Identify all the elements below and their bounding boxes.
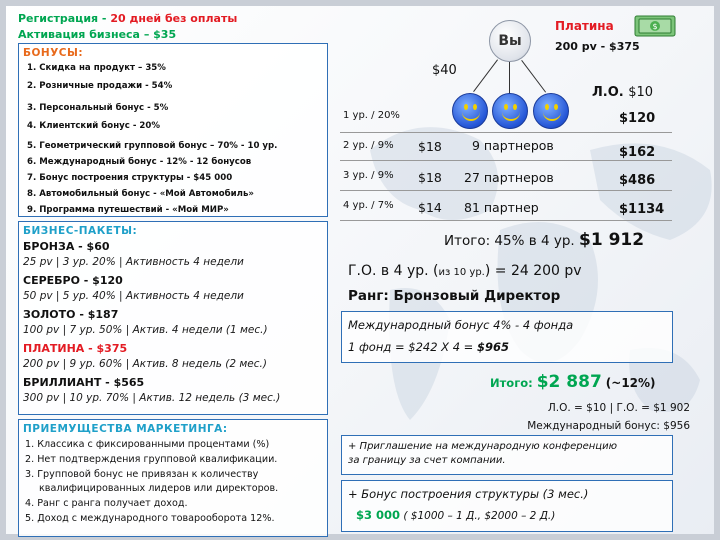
connector-line (509, 62, 510, 94)
summary-line1: Л.О. = $10 | Г.О. = $1 902 (547, 402, 690, 414)
bonus-item: 3. Персональный бонус - 5% (27, 103, 169, 113)
level-label: 4 ур. / 7% (343, 200, 394, 211)
bonuses-box (18, 43, 328, 217)
advantage-item: квалифицированных лидеров или директоров. (39, 483, 279, 494)
you-node: Вы (489, 20, 531, 62)
package-desc: 200 pv | 9 ур. 60% | Актив. 8 недель (2 мес.) (23, 358, 267, 370)
international-line2-value: $965 (476, 340, 509, 354)
rank: Ранг: Бронзовый Директор (348, 288, 561, 304)
package-name: БРОНЗА - $60 (23, 240, 110, 253)
structure-bonus-line2 (356, 508, 555, 522)
level-total: $120 (619, 111, 656, 126)
summary-label: Итого: (490, 376, 533, 390)
level-partners: 81 партнер (464, 200, 539, 215)
bonus-item: 9. Программа путешествий - «Мой МИР» (27, 205, 229, 215)
advantage-item: 1. Классика с фиксированными процентами (%) (25, 439, 270, 450)
level-label: 1 ур. / 20% (343, 110, 400, 121)
summary-line2: Международный бонус: $956 (527, 420, 690, 432)
registration-prefix: Регистрация - (18, 12, 111, 25)
package-desc: 100 pv | 7 ур. 50% | Актив. 4 недели (1 мес.) (23, 324, 268, 336)
level-row (340, 161, 672, 191)
package-name: СЕРЕБРО - $120 (23, 274, 123, 287)
level-row (340, 101, 672, 133)
level-label: 2 ур. / 9% (343, 140, 394, 151)
packages-box (18, 221, 328, 415)
bonus-item: 1. Скидка на продукт – 35% (27, 63, 166, 73)
bonus-item: 4. Клиентский бонус - 20% (27, 121, 160, 131)
international-line2 (348, 340, 509, 354)
bonus-item: 2. Розничные продажи - 54% (27, 81, 173, 91)
group-volume-prefix: Г.О. в 4 ур. ( (348, 263, 439, 279)
lo-label-text: Л.О. (592, 85, 624, 100)
level-amount: $18 (418, 139, 442, 154)
package-name: БРИЛЛИАНТ - $565 (23, 376, 145, 389)
summary-value: $2 887 (536, 372, 602, 392)
bonuses-title: БОНУСЫ: (23, 47, 84, 59)
bonus-item: 5. Геометрический групповой бонус – 70% - 10 ур. (27, 141, 278, 151)
svg-text:$: $ (652, 22, 658, 31)
registration-highlight: 20 дней без оплаты (110, 12, 238, 25)
level-amount: $18 (418, 170, 442, 185)
structure-bonus-box (341, 480, 673, 532)
international-line2-prefix: 1 фонд = $242 Х 4 = (348, 340, 477, 354)
level-row (340, 191, 672, 221)
advantage-item: 4. Ранг с ранга получает доход. (25, 498, 188, 509)
levels-total (444, 230, 644, 250)
advantages-title: ПРИЕМУЩЕСТВА МАРКЕТИНГА: (23, 423, 228, 435)
advantage-item: 3. Групповой бонус не привязан к количеству (25, 469, 259, 480)
advantages-box (18, 419, 328, 537)
money-stack-icon (633, 12, 677, 40)
left-panel (18, 12, 336, 532)
summary-total (490, 372, 656, 392)
level-label: 3 ур. / 9% (343, 170, 394, 181)
level-total: $162 (619, 145, 656, 160)
level-partners: 27 партнеров (464, 170, 554, 185)
structure-bonus-value: $3 000 (356, 508, 401, 522)
level-amount: $14 (418, 200, 442, 215)
lo-value: $10 (628, 85, 654, 100)
summary-percent: (~12%) (605, 376, 656, 390)
bonus-item: 6. Международный бонус - 12% - 12 бонусов (27, 157, 252, 167)
international-box (341, 311, 673, 363)
advantage-item: 2. Нет подтверждения групповой квалификации. (25, 454, 278, 465)
structure-bonus-line1: + Бонус построения структуры (3 мес.) (348, 487, 589, 501)
level-partners: 9 партнеров (472, 138, 554, 153)
activation-line: Активация бизнеса – $35 (18, 28, 177, 41)
bonus-item: 8. Автомобильный бонус - «Мой Автомобиль» (27, 189, 254, 199)
levels-total-label: Итого: 45% в 4 ур. (444, 233, 575, 249)
advantage-item: 5. Доход с международного товарооборота 12%. (25, 513, 275, 524)
package-name: ЗОЛОТО - $187 (23, 308, 119, 321)
level-total: $1134 (619, 202, 665, 217)
registration-line (18, 12, 237, 25)
package-desc: 50 pv | 5 ур. 40% | Активность 4 недели (23, 290, 244, 302)
lo-label (592, 85, 653, 100)
package-desc: 300 pv | 10 ур. 70% | Актив. 12 недель (3 мес.) (23, 392, 281, 404)
package-desc: 25 pv | 3 ур. 20% | Активность 4 недели (23, 256, 244, 268)
packages-title: БИЗНЕС-ПАКЕТЫ: (23, 225, 138, 237)
levels-total-value: $1 912 (579, 230, 645, 250)
package-name: ПЛАТИНА - $375 (23, 342, 128, 355)
group-volume-suffix: ) = 24 200 pv (484, 263, 582, 279)
conference-box (341, 435, 673, 475)
group-volume (348, 263, 582, 279)
conference-line2: за границу за счет компании. (348, 455, 506, 466)
group-volume-small: из 10 ур. (438, 267, 485, 278)
platinum-label: Платина (555, 19, 614, 33)
level-total: $486 (619, 173, 656, 188)
structure-bonus-detail: ( $1000 – 1 Д., $2000 – 2 Д.) (400, 510, 556, 522)
platinum-pv: 200 pv - $375 (555, 40, 640, 53)
international-line1: Международный бонус 4% - 4 фонда (348, 318, 574, 332)
bonus-item: 7. Бонус построения структуры - $45 000 (27, 173, 233, 183)
conference-line1: + Приглашение на международную конференцию (348, 441, 618, 452)
sponsor-amount: $40 (432, 63, 457, 78)
level-row (340, 133, 672, 161)
